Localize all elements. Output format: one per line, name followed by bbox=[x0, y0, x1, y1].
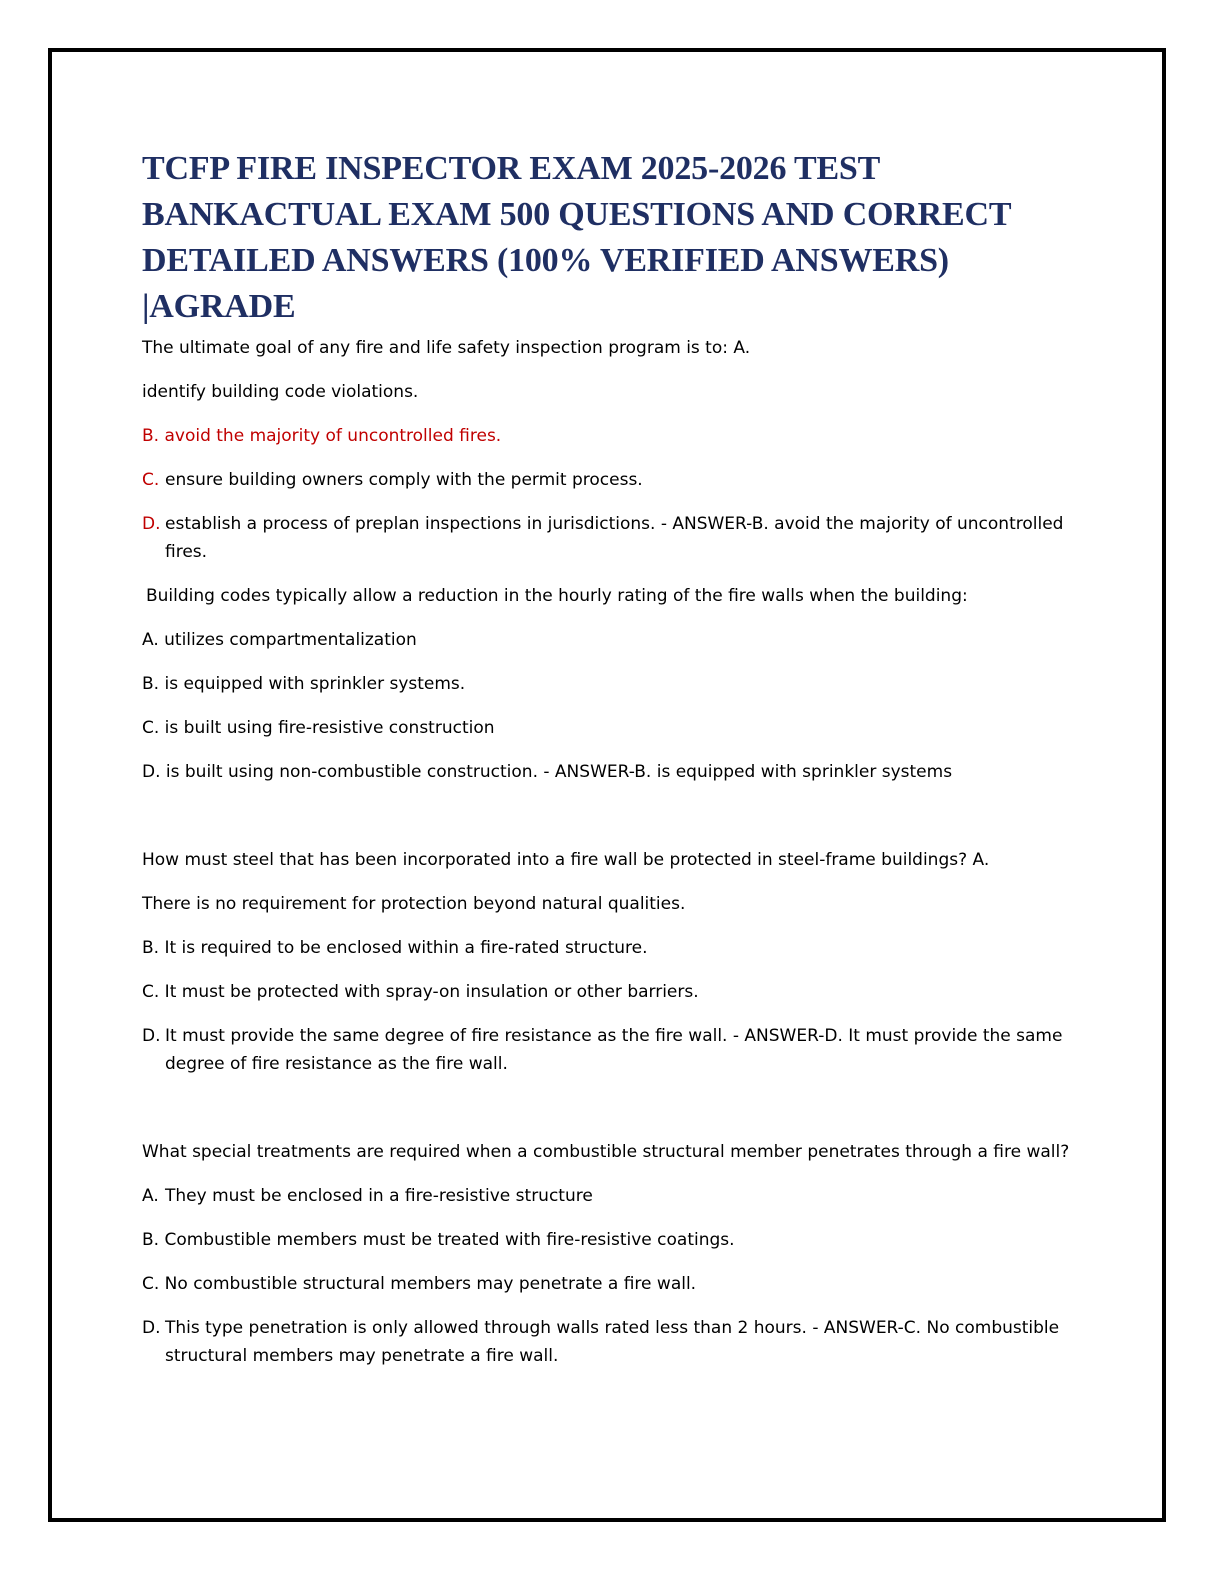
document-title: TCFP FIRE INSPECTOR EXAM 2025-2026 TEST BANKACTUAL EXAM 500 QUESTIONS AND CORRECT DETAILED ANSWERS (100% VERIFIED ANSWERS) |AGRADE bbox=[142, 150, 1011, 325]
q4-option-a-letter: A. bbox=[142, 1186, 159, 1206]
q3-option-a: There is no requirement for protection beyond natural qualities. bbox=[142, 894, 686, 914]
q4-option-a-text: They must be enclosed in a fire-resistive structure bbox=[165, 1186, 593, 1206]
q1-option-c-letter: C. bbox=[142, 470, 160, 490]
q1-option-d-letter: D. bbox=[142, 514, 161, 534]
q1-option-d bbox=[142, 510, 1082, 566]
q1-option-c bbox=[142, 466, 1082, 494]
q2-option-c: C. is built using fire-resistive construction bbox=[142, 718, 495, 738]
q3-option-d-letter: D. bbox=[142, 1026, 161, 1046]
q1-option-c-text: ensure building owners comply with the permit process. bbox=[165, 470, 643, 490]
q2-option-b: B. is equipped with sprinkler systems. bbox=[142, 674, 466, 694]
q3-option-b: B. It is required to be enclosed within a fire-rated structure. bbox=[142, 938, 648, 958]
q2-option-d: D. is built using non-combustible construction. - ANSWER-B. is equipped with sprinkler systems bbox=[142, 762, 953, 782]
q4-stem: What special treatments are required when a combustible structural member penetrates through a fire wall? bbox=[142, 1142, 1070, 1162]
q1-option-a: identify building code violations. bbox=[142, 382, 419, 402]
q3-option-d bbox=[142, 1022, 1082, 1078]
q4-option-c: C. No combustible structural members may penetrate a fire wall. bbox=[142, 1274, 697, 1294]
q4-option-d bbox=[142, 1314, 1082, 1370]
q3-option-c: C. It must be protected with spray-on insulation or other barriers. bbox=[142, 982, 699, 1002]
q1-option-d-text: establish a process of preplan inspections in jurisdictions. - ANSWER-B. avoid the majority of uncontrolled fires. bbox=[165, 514, 1064, 562]
section-spacer bbox=[142, 1094, 1082, 1138]
q3-option-d-text: It must provide the same degree of fire resistance as the fire wall. - ANSWER-D. It must provide the same degree of fire resistance as the fire wall. bbox=[165, 1026, 1063, 1074]
q4-option-a bbox=[142, 1182, 1082, 1210]
document-body bbox=[142, 146, 1082, 1386]
q4-option-d-letter: D. bbox=[142, 1318, 161, 1338]
q4-option-b: B. Combustible members must be treated with fire-resistive coatings. bbox=[142, 1230, 735, 1250]
q3-stem: How must steel that has been incorporated into a fire wall be protected in steel-frame buildings? A. bbox=[142, 850, 990, 870]
q2-option-a: A. utilizes compartmentalization bbox=[142, 630, 417, 650]
section-spacer bbox=[142, 802, 1082, 846]
q1-option-b: B. avoid the majority of uncontrolled fires. bbox=[142, 426, 502, 446]
q4-option-d-text: This type penetration is only allowed through walls rated less than 2 hours. - ANSWER-C. No combustible structural members may penetrate a fire wall. bbox=[165, 1318, 1060, 1366]
q2-stem: Building codes typically allow a reduction in the hourly rating of the fire walls when the building: bbox=[146, 586, 968, 606]
q1-stem: The ultimate goal of any fire and life safety inspection program is to: A. bbox=[142, 338, 751, 358]
